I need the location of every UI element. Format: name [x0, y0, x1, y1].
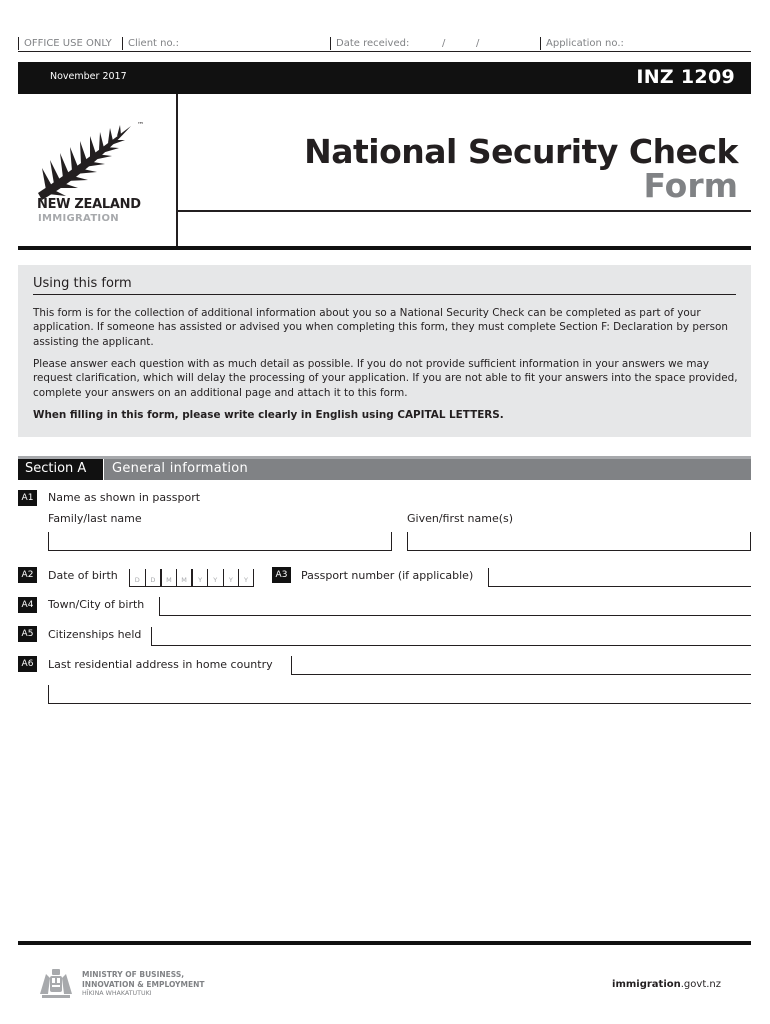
citizenships-held-field[interactable] [151, 627, 751, 646]
question-label-a2: Date of birth [48, 569, 118, 582]
logo-new-zealand: NEW ZEALAND [37, 197, 141, 212]
ministry-logo-text [82, 970, 204, 999]
address-line-2-field[interactable] [48, 685, 751, 704]
website-domain-suffix: .govt.nz [680, 979, 721, 990]
title-divider-horizontal [178, 210, 751, 212]
panel-paragraph-instruction: When filling in this form, please write clearly in English using CAPITAL LETTERS. [33, 409, 504, 421]
panel-paragraph-2: Please answer each question with as much detail as possible. If you do not provide sufficient information in your answers we may request clarification, which will delay the processing of your application. If you are not able to fit your answers into the space provided, complete your answers on an additional page and attach it to this form. [33, 358, 738, 399]
using-this-form-panel [18, 265, 751, 437]
question-number-a1: A1 [18, 490, 37, 506]
dob-month-1[interactable]: M [160, 569, 176, 587]
given-name-label: Given/first name(s) [407, 512, 514, 525]
title-divider-vertical [176, 94, 178, 247]
panel-heading: Using this form [33, 276, 132, 291]
dob-day-1[interactable]: D [129, 569, 145, 587]
panel-heading-rule [33, 294, 736, 295]
section-a-heading: General information [104, 459, 751, 480]
ministry-line-2: INNOVATION & EMPLOYMENT [82, 979, 205, 989]
date-slash-1: / [442, 38, 446, 49]
family-name-field[interactable] [48, 532, 392, 551]
dob-year-2[interactable]: Y [207, 569, 223, 587]
panel-paragraph-1: This form is for the collection of additional information about you so a National Security Check can be completed as part of your application. If someone has assisted or advised you when completing this form, they must complete Section F: Declaration by person assisting the applicant. [33, 307, 728, 348]
form-title: National Security Check [304, 132, 738, 171]
edition-date: November 2017 [50, 71, 127, 82]
address-line-1-field[interactable] [291, 656, 751, 675]
town-city-of-birth-field[interactable] [159, 597, 751, 616]
dob-year-4[interactable]: Y [238, 569, 254, 587]
ministry-line-3: HĪKINA WHAKATUTUKI [82, 990, 152, 997]
office-use-label: OFFICE USE ONLY [18, 37, 112, 50]
form-title-form: Form [643, 166, 738, 205]
section-a-tag: Section A [18, 459, 103, 480]
question-number-a3: A3 [272, 567, 291, 583]
trademark-symbol: ™ [137, 121, 144, 129]
header-bar [18, 62, 751, 94]
passport-number-field[interactable] [488, 568, 751, 587]
family-name-label: Family/last name [48, 512, 142, 525]
client-no-label: Client no.: [122, 37, 179, 50]
ministry-line-1: MINISTRY OF BUSINESS, [82, 970, 185, 979]
date-received-label: Date received: [330, 37, 409, 50]
question-label-a4: Town/City of birth [48, 598, 145, 611]
dob-year-3[interactable]: Y [223, 569, 239, 587]
title-bottom-rule [18, 246, 751, 250]
website-domain-bold: immigration [612, 979, 681, 990]
question-number-a2: A2 [18, 567, 37, 583]
question-label-a3: Passport number (if applicable) [301, 569, 474, 582]
question-label-a1: Name as shown in passport [48, 491, 201, 504]
form-code: INZ 1209 [636, 66, 735, 88]
dob-month-2[interactable]: M [176, 569, 192, 587]
question-number-a4: A4 [18, 597, 37, 613]
date-of-birth-field[interactable] [129, 569, 254, 587]
footer-rule [18, 941, 751, 945]
coat-of-arms-icon [38, 968, 74, 1000]
logo-immigration: IMMIGRATION [38, 213, 119, 224]
question-label-a6: Last residential address in home country [48, 658, 273, 671]
dob-year-1[interactable]: Y [191, 569, 207, 587]
website-link[interactable] [612, 979, 721, 990]
question-number-a6: A6 [18, 656, 37, 672]
application-no-label: Application no.: [540, 37, 624, 50]
office-use-row [18, 36, 751, 52]
given-name-field[interactable] [407, 532, 751, 551]
question-label-a5: Citizenships held [48, 628, 142, 641]
question-number-a5: A5 [18, 626, 37, 642]
dob-day-2[interactable]: D [145, 569, 161, 587]
date-slash-2: / [476, 38, 480, 49]
